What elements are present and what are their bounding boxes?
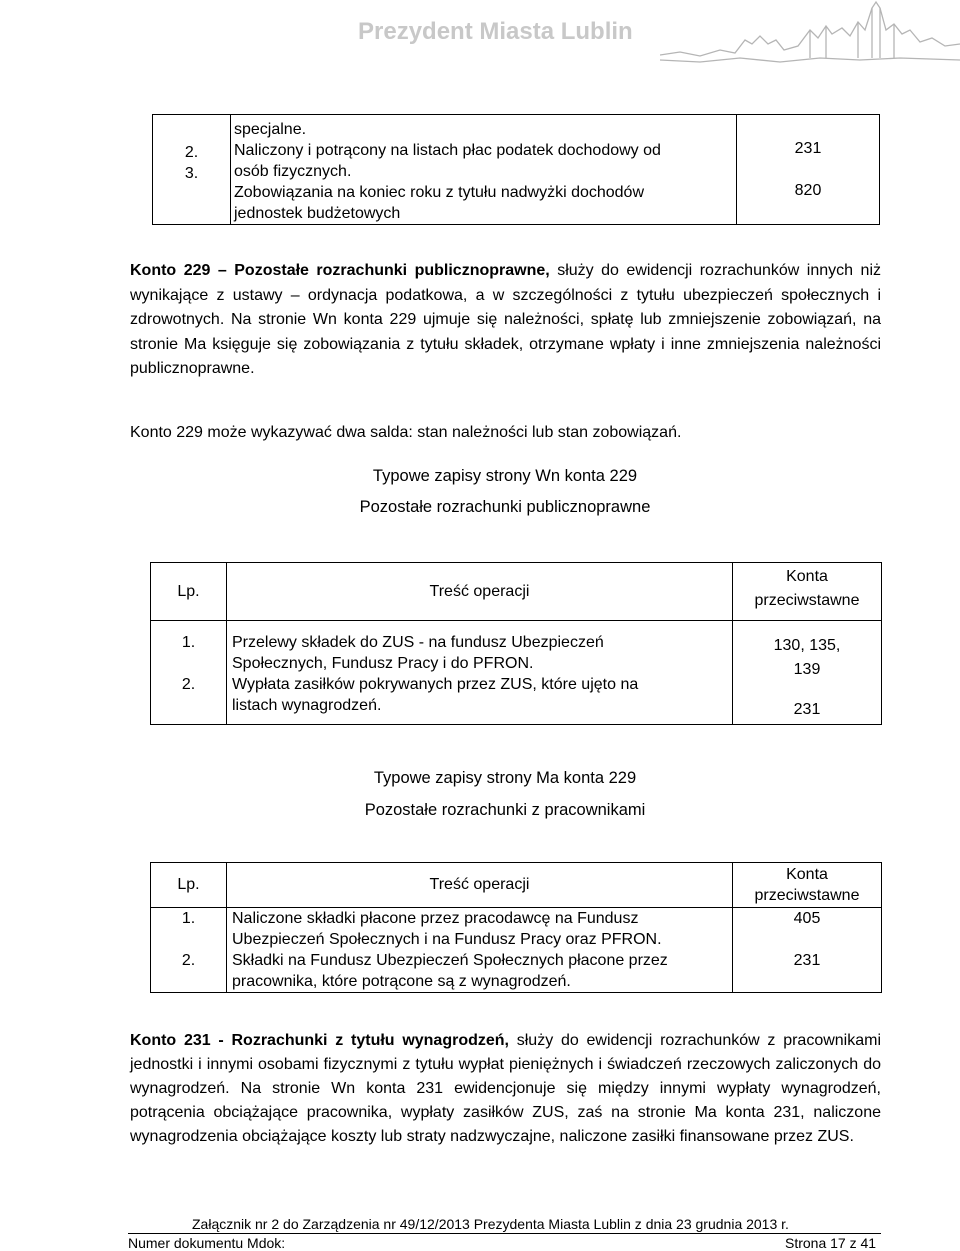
footer-divider bbox=[128, 1233, 881, 1234]
account-number: 231 bbox=[794, 140, 822, 157]
operation-cell bbox=[227, 621, 733, 725]
row-number: 2. bbox=[181, 952, 196, 969]
operation-line: osób fizycznych. bbox=[234, 163, 352, 180]
header-tresc: Treść operacji bbox=[227, 863, 733, 908]
header-tresc: Treść operacji bbox=[227, 563, 733, 621]
operation-line: Naliczone składki płacone przez pracodawcę na Fundusz bbox=[232, 910, 639, 927]
footer-page-number: Strona 17 z 41 bbox=[785, 1235, 877, 1251]
operation-line: listach wynagrodzeń. bbox=[232, 697, 382, 714]
lp-cell bbox=[153, 115, 231, 225]
operation-line: jednostek budżetowych bbox=[234, 205, 401, 222]
konto-229-description bbox=[130, 259, 881, 382]
wn-operations-table bbox=[150, 562, 882, 725]
ma-operations-table bbox=[150, 862, 882, 993]
header-konta-line: przeciwstawne bbox=[754, 592, 860, 609]
row-number: 3. bbox=[184, 165, 199, 182]
konto-231-text: służy do ewidencji rozrachunków z pracownikami jednostki i innymi osobami fizycznymi z tytułu wypłat pieniężnych i świadczeń rzeczowych zaliczonych do wynagrodzeń. Na stronie Wn konta 231 ewidencjonuje się między innymi wypłaty wynagrodzeń, potrącenia obciążające pracownika, wypłaty zasiłków ZUS, zaś na stronie Ma konta 231, naliczone wynagrodzenia obciążające koszty lub straty nadzwyczajne, naliczone zasiłki finansowane przez ZUS. bbox=[130, 1032, 881, 1145]
account-cell bbox=[737, 115, 880, 225]
lp-cell bbox=[151, 621, 227, 725]
operation-line: Składki na Fundusz Ubezpieczeń Społecznych płacone przez bbox=[232, 952, 668, 969]
header-lp: Lp. bbox=[151, 863, 227, 908]
top-operations-table bbox=[152, 114, 880, 225]
header-title: Prezydent Miasta Lublin bbox=[358, 18, 633, 45]
account-cell bbox=[733, 908, 882, 993]
konto-229-balance-note: Konto 229 może wykazywać dwa salda: stan należności lub stan zobowiązań. bbox=[130, 424, 682, 441]
header-konta bbox=[733, 863, 882, 908]
operation-line: Społecznych, Fundusz Pracy i do PFRON. bbox=[232, 655, 534, 672]
header-konta-line: przeciwstawne bbox=[754, 887, 860, 904]
account-number: 139 bbox=[793, 661, 821, 678]
row-number: 2. bbox=[181, 676, 196, 693]
header-konta-line: Konta bbox=[786, 866, 828, 883]
operation-line: specjalne. bbox=[234, 121, 307, 138]
operation-line: Naliczony i potrącony na listach płac podatek dochodowy od bbox=[234, 142, 661, 159]
row-number: 1. bbox=[181, 634, 196, 651]
konto-231-description bbox=[130, 1029, 881, 1149]
operation-cell bbox=[227, 908, 733, 993]
section-ma-heading: Typowe zapisy strony Ma konta 229 bbox=[373, 769, 637, 787]
row-number: 1. bbox=[181, 910, 196, 927]
account-cell bbox=[733, 621, 882, 725]
header-lp: Lp. bbox=[151, 563, 227, 621]
operation-line: Przelewy składek do ZUS - na fundusz Ubezpieczeń bbox=[232, 634, 604, 651]
footer-doc-number: Numer dokumentu Mdok: bbox=[128, 1235, 286, 1251]
city-skyline-logo bbox=[660, 0, 960, 75]
footer-attachment-note: Załącznik nr 2 do Zarządzenia nr 49/12/2013 Prezydenta Miasta Lublin z dnia 23 grudnia 2013 r. bbox=[192, 1216, 789, 1232]
row-number: 2. bbox=[184, 144, 199, 161]
account-number: 405 bbox=[793, 910, 821, 927]
section-wn-subheading: Pozostałe rozrachunki publicznoprawne bbox=[359, 498, 651, 516]
header-konta-line: Konta bbox=[786, 568, 828, 585]
operation-line: Wypłata zasiłków pokrywanych przez ZUS, które ujęto na bbox=[232, 676, 639, 693]
operation-cell bbox=[231, 115, 737, 225]
header-konta bbox=[733, 563, 882, 621]
section-wn-heading: Typowe zapisy strony Wn konta 229 bbox=[372, 467, 638, 485]
operation-line: Ubezpieczeń Społecznych i na Fundusz Pracy oraz PFRON. bbox=[232, 931, 662, 948]
konto-229-text: służy do ewidencji rozrachunków innych niż wynikające z ustawy – ordynacja podatkowa, a w szczególności z tytułu ubezpieczeń społecznych i zdrowotnych. Na stronie Wn konta 229 ujmuje się należności, spłatę lub zmniejszenie zobowiązań, na stronie Ma księguje się zobowiązania z tytułu składek, otrzymane wpłaty i inne zmniejszenia należności publicznoprawne. bbox=[130, 262, 881, 377]
lp-cell bbox=[151, 908, 227, 993]
konto-231-title: Konto 231 - Rozrachunki z tytułu wynagrodzeń, bbox=[130, 1032, 509, 1049]
konto-229-title: Konto 229 – Pozostałe rozrachunki publicznoprawne, bbox=[130, 262, 550, 279]
section-ma-subheading: Pozostałe rozrachunki z pracownikami bbox=[364, 801, 646, 819]
account-number: 231 bbox=[793, 952, 821, 969]
operation-line: pracownika, które potrącone są z wynagrodzeń. bbox=[232, 973, 571, 990]
account-number: 231 bbox=[793, 701, 821, 718]
operation-line: Zobowiązania na koniec roku z tytułu nadwyżki dochodów bbox=[234, 184, 645, 201]
account-number: 130, 135, bbox=[773, 637, 841, 654]
account-number: 820 bbox=[794, 182, 822, 199]
